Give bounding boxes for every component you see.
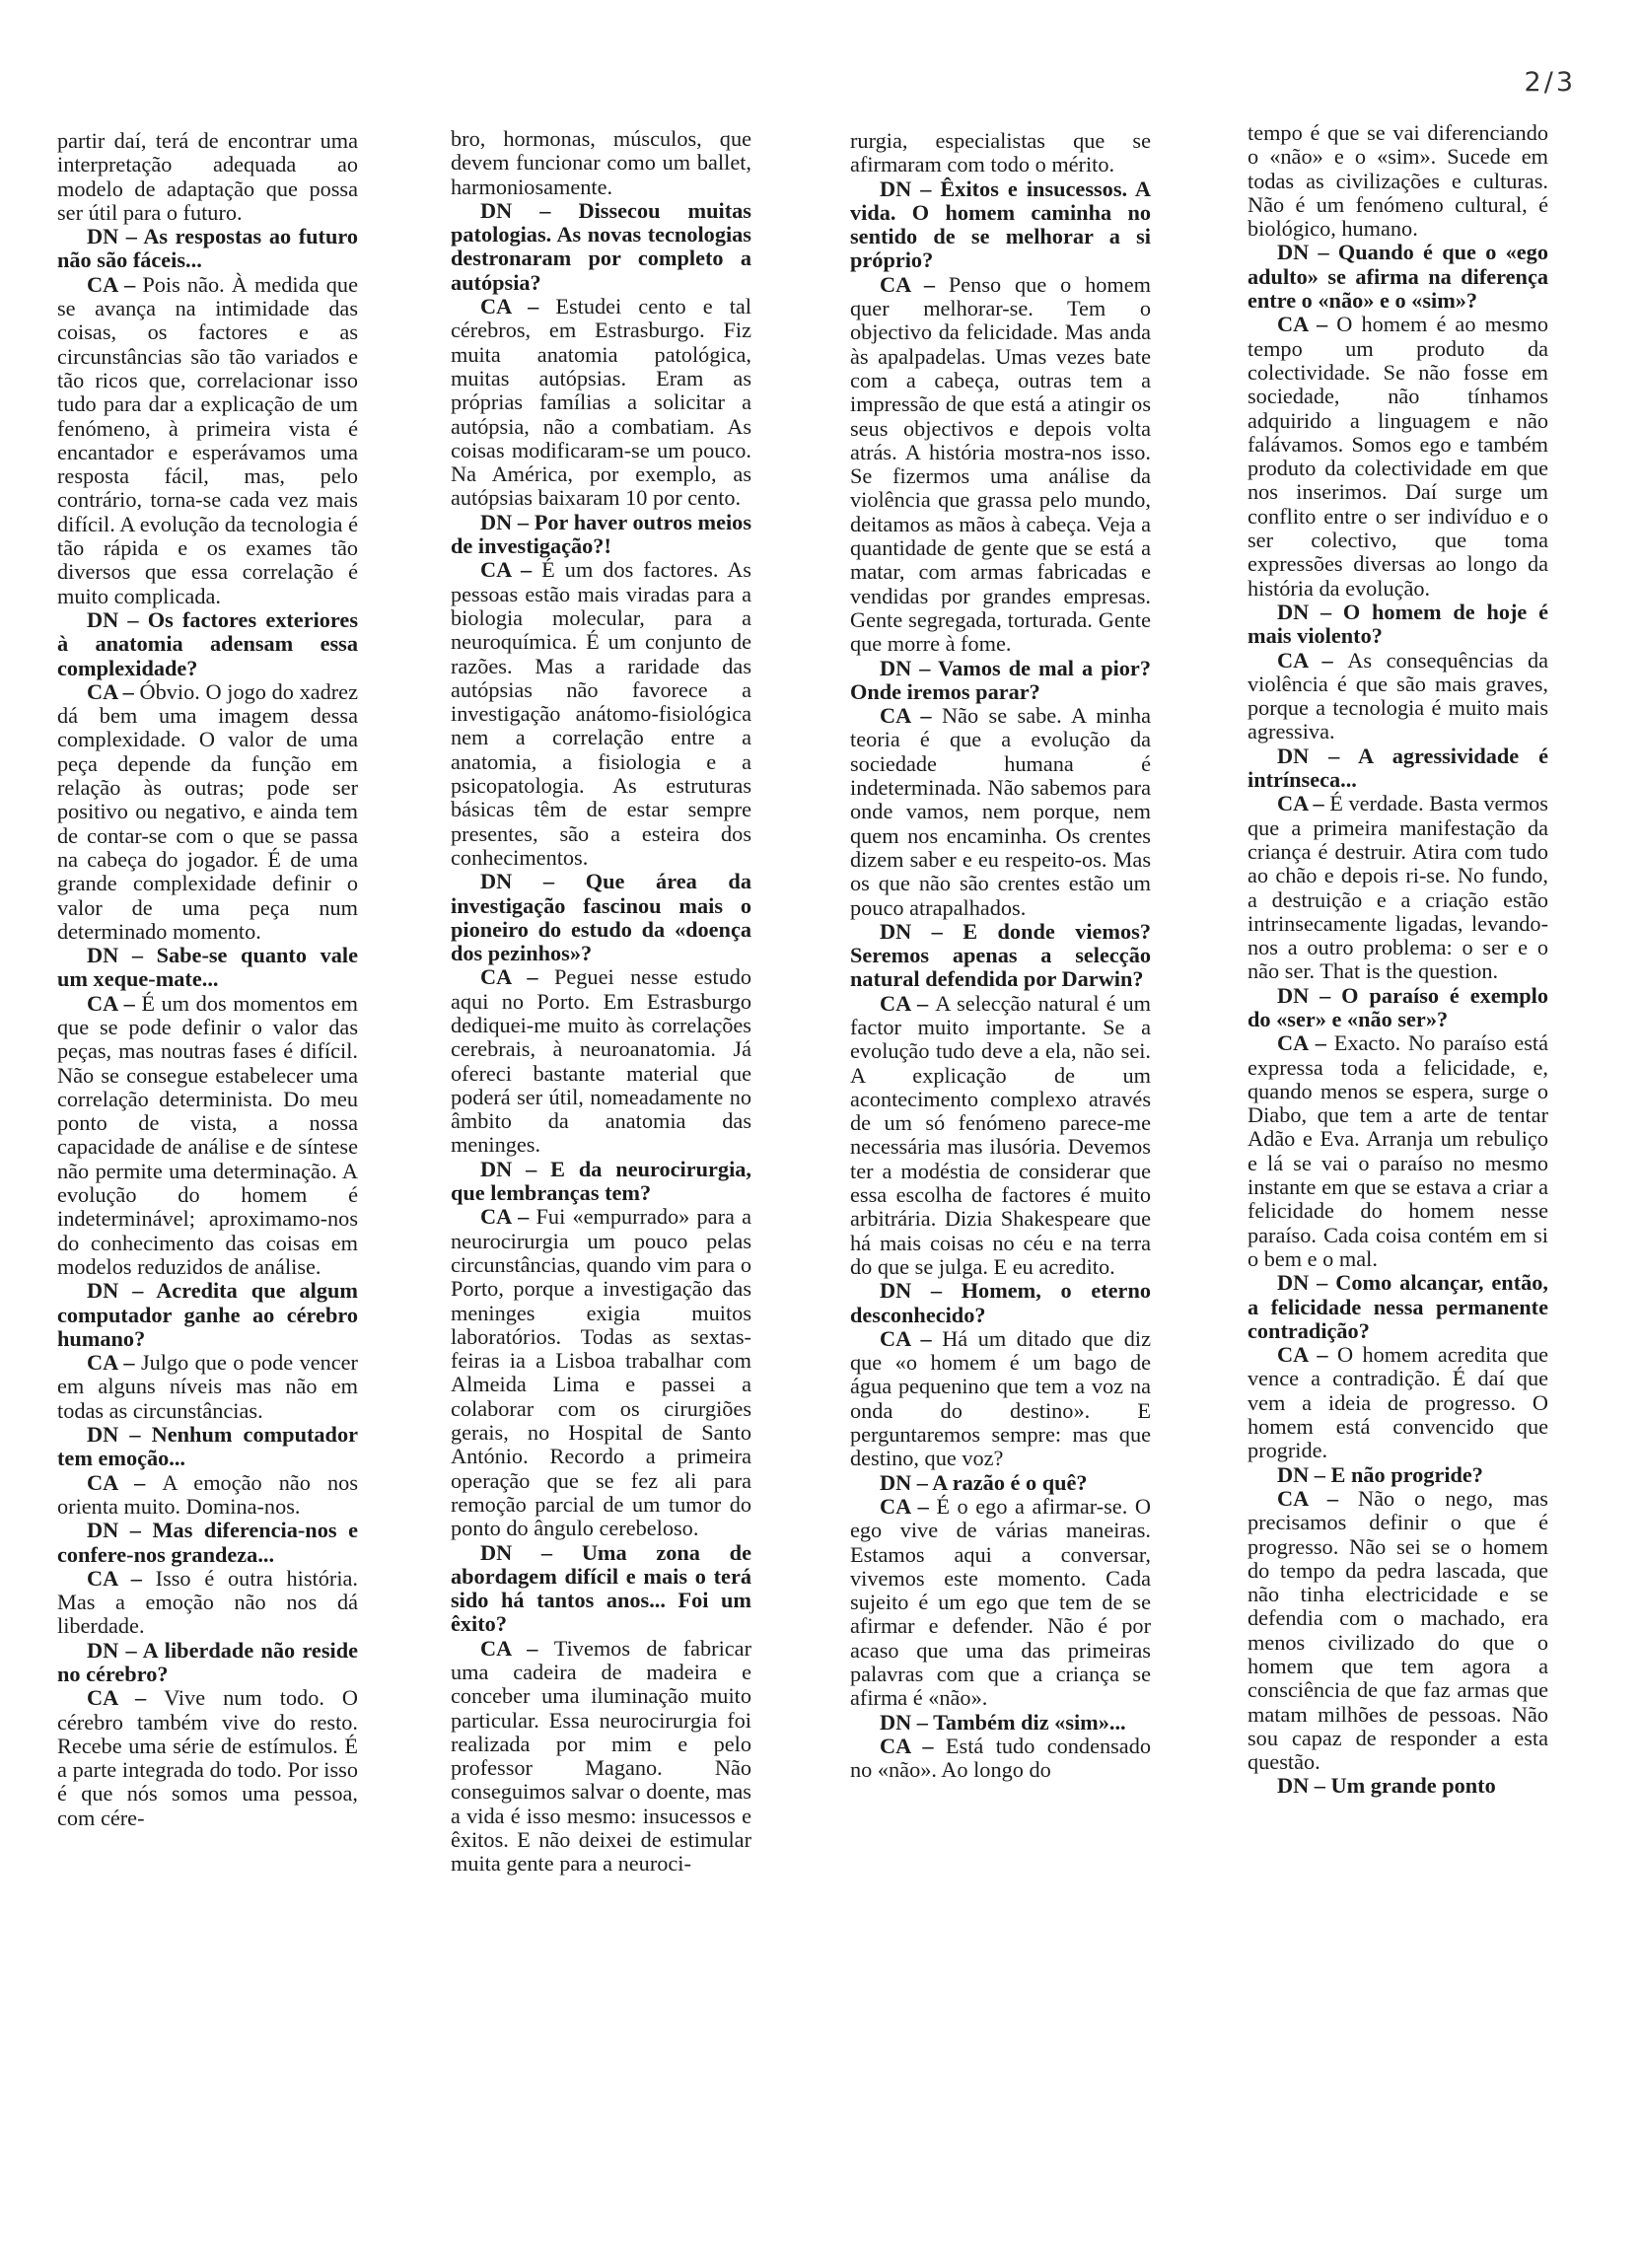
interview-answer xyxy=(57,992,358,1280)
question-text: E da neurocirurgia, que lembranças tem? xyxy=(451,1156,751,1206)
text-column-3 xyxy=(850,129,1151,1782)
interview-question xyxy=(850,177,1151,273)
answer-text: Óbvio. O jogo do xadrez dá bem uma imagem dessa complexidade. O valor de uma peça depende da função em relação às outras; pode ser positivo ou negativo, e ainda tem de contar-se com o que se passa na cabeça do jogador. É de uma grande complexidade definir o valor de uma peça num determinado momento. xyxy=(57,678,358,944)
speaker-label: DN – xyxy=(480,869,586,894)
speaker-label: CA – xyxy=(880,703,942,729)
speaker-label: CA – xyxy=(480,964,554,990)
interview-answer xyxy=(57,1471,358,1520)
page-number: 2/3 xyxy=(1524,67,1576,98)
interview-question xyxy=(57,944,358,992)
speaker-label: DN – xyxy=(87,1422,152,1448)
question-text: Uma zona de abordagem difícil e mais o terá sido há tantos anos... Foi um êxito? xyxy=(451,1539,751,1637)
question-text: Que área da investigação fascinou mais o pioneiro do estudo da «doença dos pezinhos»? xyxy=(451,869,751,966)
answer-text: O homem acredita que vence a contradição. É daí que vem a ideia de progresso. O homem está convencido que progride. xyxy=(1248,1342,1548,1463)
interview-question xyxy=(1248,241,1548,313)
interview-answer xyxy=(850,1495,1151,1711)
speaker-label: CA – xyxy=(880,1493,937,1519)
speaker-label: DN – xyxy=(880,176,941,201)
interview-answer xyxy=(1248,792,1548,983)
speaker-label: CA – xyxy=(880,1733,946,1758)
interview-question xyxy=(850,1279,1151,1327)
speaker-label: CA – xyxy=(87,678,140,704)
speaker-label: CA – xyxy=(1277,647,1348,673)
speaker-label: DN – xyxy=(480,509,535,534)
article-paragraph-continued: tempo é que se vai diferenciando o «não» e o «sim». Sucede em todas as civilizações e culturas. Não é um fenómeno cultural, é biológico, humano. xyxy=(1248,120,1548,242)
speaker-label: DN – xyxy=(87,224,144,249)
speaker-label: DN – xyxy=(1277,982,1342,1008)
interview-answer xyxy=(850,992,1151,1280)
speaker-label: DN – xyxy=(1277,1773,1331,1799)
question-text: Sabe-se quanto vale um xeque-mate... xyxy=(57,943,358,992)
article-paragraph-continued: bro, hormonas, músculos, que devem funcionar como um ballet, harmoniosamente. xyxy=(451,126,751,199)
interview-question xyxy=(57,608,358,680)
answer-text: As consequências da violência é que são mais graves, porque a tecnologia é muito mais agressiva. xyxy=(1248,647,1548,744)
speaker-label: DN – xyxy=(87,1637,143,1663)
interview-question xyxy=(57,1423,358,1471)
question-text: Êxitos e insucessos. A vida. O homem caminha no sentido de se melhorar a si próprio? xyxy=(850,176,1151,273)
interview-question xyxy=(451,870,751,965)
answer-text: Não se sabe. A minha teoria é que a evolução da sociedade humana é indeterminada. Não sabemos para onde vamos, nem porque, nem quem nos encaminha. Os crentes dizem saber e eu respeito-os. Mas os que não são crentes estão um pouco atrapalhados. xyxy=(850,703,1151,920)
answer-text: Pois não. À medida que se avança na intimidade das coisas, os factores e as circunstâncias são tão variados e tão ricos que, correlacionar isso tudo para dar a explicação de um fenómeno, à primeira vista é encantador e esperávamos uma resposta fácil, mas, pelo contrário, torna-se cada vez mais difícil. A evolução da tecnologia é tão rápida e os exames tão diversos que essa correlação é muito complicada. xyxy=(57,271,358,608)
speaker-label: CA – xyxy=(87,990,142,1016)
answer-text: Tivemos de fabricar uma cadeira de madeira e conceber uma iluminação muito particular. Essa neurocirurgia foi realizada por mim e pelo professor Magano. Não conseguimos salvar o doente, mas a vida é isso mesmo: insucessos e êxitos. E não deixei de estimular muita gente para a neuroci- xyxy=(451,1635,751,1877)
question-text: Os factores exteriores à anatomia adensam essa complexidade? xyxy=(57,606,358,680)
question-text: Homem, o eterno desconhecido? xyxy=(850,1278,1151,1327)
speaker-label: DN – xyxy=(880,1278,962,1304)
speaker-label: DN – xyxy=(880,1469,933,1495)
interview-answer xyxy=(451,1637,751,1877)
speaker-label: CA – xyxy=(87,271,143,297)
answer-text: É um dos momentos em que se pode definir o valor das peças, mas noutras fases é difícil. Não se consegue estabelecer uma correlação determinista. Do meu ponto de vista, a nossa capacidade de análise e de síntese não permite uma determinação. A evolução do homem é indeterminável; aproximamo-nos do conhecimento das coisas em modelos reduzidos de análise. xyxy=(57,990,358,1279)
interview-question xyxy=(1248,601,1548,649)
interview-answer xyxy=(1248,1031,1548,1271)
speaker-label: CA – xyxy=(480,1635,554,1661)
question-text: Como alcançar, então, a felicidade nessa permanente contradição? xyxy=(1248,1270,1548,1343)
question-text: Quando é que o «ego adulto» se afirma na diferença entre o «não» e o «sim»? xyxy=(1248,240,1548,314)
speaker-label: CA – xyxy=(880,271,949,297)
speaker-label: DN – xyxy=(87,1518,153,1543)
interview-answer xyxy=(850,273,1151,657)
speaker-label: DN – xyxy=(480,197,579,223)
speaker-label: DN – xyxy=(1277,743,1358,768)
question-text: As respostas ao futuro não são fáceis... xyxy=(57,224,358,273)
interview-answer xyxy=(451,558,751,870)
speaker-label: DN – xyxy=(480,1539,582,1565)
interview-answer xyxy=(850,1735,1151,1783)
interview-question xyxy=(1248,1463,1548,1487)
answer-text: Julgo que o pode vencer em alguns níveis mas não em todas as circunstâncias. xyxy=(57,1350,358,1423)
question-text: O homem de hoje é mais violento? xyxy=(1248,599,1548,649)
answer-text: Isso é outra história. Mas a emoção não nos dá liberdade. xyxy=(57,1565,358,1639)
speaker-label: DN – xyxy=(1277,599,1343,624)
question-text: Por haver outros meios de investigação?! xyxy=(451,509,751,559)
interview-question xyxy=(1248,744,1548,793)
interview-answer xyxy=(451,1205,751,1540)
answer-text: Fui «empurrado» para a neurocirurgia um pouco pelas circunstâncias, quando vim para o Porto, porque a investigação das meninges exigia muitos laboratórios. Todas as sextas-feiras ia a Lisboa trabalhar com Almeida Lima e passei a colaborar com os cirurgiões gerais, no Hospital de Santo António. Recordo a primeira operação que se fez ali para remoção parcial de um tumor do ponto do ângulo cerebeloso. xyxy=(451,1204,751,1541)
text-column-1 xyxy=(57,129,358,1830)
speaker-label: DN – xyxy=(880,1709,934,1735)
answer-text: Está tudo condensado no «não». Ao longo do xyxy=(850,1733,1151,1783)
speaker-label: DN – xyxy=(880,655,939,680)
speaker-label: DN – xyxy=(1277,1270,1336,1296)
speaker-label: DN – xyxy=(1277,240,1338,265)
answer-text: Estudei cento e tal cérebros, em Estrasburgo. Fiz muita anatomia patológica, muitas autópsias. Eram as próprias famílias a solicitar a autópsia, não a combatiam. As coisas modificaram-se um pouco. Na América, por exemplo, as autópsias baixaram 10 por cento. xyxy=(451,294,751,511)
speaker-label: CA – xyxy=(1277,791,1330,816)
question-text: Também diz «sim»... xyxy=(933,1709,1126,1735)
interview-question xyxy=(57,1279,358,1351)
text-column-4 xyxy=(1248,121,1548,1799)
question-text: A agressividade é intrínseca... xyxy=(1248,743,1548,793)
interview-question xyxy=(850,1471,1151,1495)
question-text: Um grande ponto xyxy=(1330,1773,1496,1799)
interview-question xyxy=(57,225,358,273)
interview-question xyxy=(1248,1774,1548,1798)
interview-answer xyxy=(1248,313,1548,601)
question-text: A liberdade não reside no cérebro? xyxy=(57,1637,358,1686)
interview-question xyxy=(451,199,751,295)
answer-text: O homem é ao mesmo tempo um produto da colectividade. Se não fosse em sociedade, não tínhamos adquirido a linguagem e não falávamos. Somos ego e também produto da colectividade em que nos inserimos. Daí surge um conflito entre o ser indivíduo e o ser colectivo, que toma expressões diversas ao longo da história da evolução. xyxy=(1248,312,1548,601)
interview-question xyxy=(451,511,751,559)
interview-answer xyxy=(850,1327,1151,1471)
speaker-label: DN – xyxy=(480,1156,551,1181)
speaker-label: CA – xyxy=(87,1565,156,1591)
speaker-label: CA – xyxy=(1277,1485,1359,1511)
question-text: Nenhum computador tem emoção... xyxy=(57,1422,358,1471)
interview-answer xyxy=(57,273,358,608)
speaker-label: CA – xyxy=(87,1350,141,1376)
speaker-label: DN – xyxy=(87,1278,157,1304)
speaker-label: DN – xyxy=(87,943,157,968)
speaker-label: CA – xyxy=(480,557,542,583)
answer-text: Não o nego, mas precisamos definir o que é progresso. Não sei se o homem do tempo da pedra lascada, que não tinha electricidade e se defendia com o machado, era menos civilizado do que o homem que tem agora a consciência de que faz armas que matam milhões de pessoas. Não sou capaz de responder a esta questão. xyxy=(1248,1485,1548,1775)
question-text: A razão é o quê? xyxy=(932,1469,1088,1495)
article-paragraph-continued: partir daí, terá de encontrar uma interpretação adequada ao modelo de adaptação que possa ser útil para o futuro. xyxy=(57,128,358,225)
speaker-label: CA – xyxy=(480,1204,536,1230)
interview-answer xyxy=(451,295,751,511)
question-text: Vamos de mal a pior? Onde iremos parar? xyxy=(850,655,1151,704)
answer-text: É um dos factores. As pessoas estão mais viradas para a biologia molecular, para a neuroquímica. É um conjunto de razões. Mas a raridade das autópsias não favorece a investigação anátomo-fisiológica nem a correlação entre a anatomia, a fisiologia e a psicopatologia. As estruturas básicas têm de estar sempre presentes, são a esteira dos conhecimentos. xyxy=(451,557,751,870)
speaker-label: CA – xyxy=(87,1469,163,1495)
article-paragraph-continued: rurgia, especialistas que se afirmaram com todo o mérito. xyxy=(850,128,1151,177)
speaker-label: DN – xyxy=(1277,1461,1331,1487)
interview-answer xyxy=(57,1567,358,1639)
interview-answer xyxy=(850,704,1151,920)
speaker-label: CA – xyxy=(880,990,936,1016)
answer-text: A emoção não nos orienta muito. Domina-nos. xyxy=(57,1469,358,1519)
interview-answer xyxy=(1248,649,1548,744)
question-text: Acredita que algum computador ganhe ao cérebro humano? xyxy=(57,1278,358,1351)
question-text: Dissecou muitas patologias. As novas tecnologias destronaram por completo a autópsia? xyxy=(451,197,751,295)
text-column-2 xyxy=(451,127,751,1877)
interview-question xyxy=(850,920,1151,992)
interview-question xyxy=(57,1639,358,1687)
speaker-label: CA – xyxy=(87,1685,165,1711)
interview-question xyxy=(451,1158,751,1206)
answer-text: Há um ditado que diz que «o homem é um bago de água pequenino que tem a voz na onda do destino». E perguntaremos sempre: mas que destino, que voz? xyxy=(850,1325,1151,1471)
speaker-label: CA – xyxy=(880,1325,943,1351)
interview-question xyxy=(451,1541,751,1637)
interview-answer xyxy=(57,680,358,944)
speaker-label: CA – xyxy=(480,294,556,319)
answer-text: Peguei nesse estudo aqui no Porto. Em Estrasburgo dediquei-me muito às correlações cerebrais, à neuroanatomia. Já ofereci bastante material que poderá ser útil, nomeadamente no âmbito da anatomia das meninges. xyxy=(451,964,751,1158)
speaker-label: CA – xyxy=(1277,1342,1337,1368)
speaker-label: DN – xyxy=(87,606,148,632)
question-text: Mas diferencia-nos e confere-nos grandeza... xyxy=(57,1518,358,1567)
interview-question xyxy=(850,657,1151,705)
interview-question xyxy=(57,1519,358,1567)
speaker-label: CA – xyxy=(1277,1030,1334,1056)
question-text: E não progride? xyxy=(1330,1461,1483,1487)
interview-answer xyxy=(1248,1343,1548,1462)
interview-question xyxy=(850,1711,1151,1735)
interview-answer xyxy=(57,1351,358,1423)
interview-question xyxy=(1248,1271,1548,1343)
question-text: O paraíso é exemplo do «ser» e «não ser»? xyxy=(1248,982,1548,1031)
speaker-label: DN – xyxy=(880,918,963,944)
answer-text: Vive num todo. O cérebro também vive do resto. Recebe uma série de estímulos. É a parte integrada do todo. Por isso é que nós somos uma pessoa, com cére- xyxy=(57,1685,358,1830)
answer-text: A selecção natural é um factor muito importante. Se a evolução tudo deve a ela, não sei. A explicação de um acontecimento complexo através de um só fenómeno parece-me necessária mas ilusória. Devemos ter a modéstia de considerar que essa escolha de factores é muito arbitrária. Dizia Shakespeare que há mais coisas no céu e na terra do que se julga. E eu acredito. xyxy=(850,990,1151,1279)
interview-question xyxy=(1248,984,1548,1032)
answer-text: É o ego a afirmar-se. O ego vive de várias maneiras. Estamos aqui a conversar, vivemos este momento. Cada sujeito é um ego que tem de se afirmar e defender. Não é por acaso que uma das primeiras palavras com que a criança se afirma é «não». xyxy=(850,1493,1151,1711)
answer-text: É verdade. Basta vermos que a primeira manifestação da criança é destruir. Atira com tudo ao chão e depois ri-se. No fundo, a destruição e a criação estão intrinsecamente ligadas, levando-nos a outro problema: o ser e o não ser. That is the question. xyxy=(1248,791,1548,984)
speaker-label: CA – xyxy=(1277,312,1337,337)
interview-answer xyxy=(451,965,751,1157)
answer-text: Exacto. No paraíso está expressa toda a felicidade, e, quando menos se espera, surge o Diabo, que tem a arte de tentar Adão e Eva. Arranja um rebuliço e lá se vai o paraíso no mesmo instante em que se estava a criar a felicidade do homem nesse paraíso. Cada coisa contém em si o bem e o mal. xyxy=(1248,1030,1548,1271)
question-text: E donde viemos? Seremos apenas a selecção natural defendida por Darwin? xyxy=(850,918,1151,992)
interview-answer xyxy=(1248,1487,1548,1775)
interview-answer xyxy=(57,1686,358,1830)
answer-text: Penso que o homem quer melhorar-se. Tem o objectivo da felicidade. Mas anda às apalpadelas. Umas vezes bate com a cabeça, outras tem a impressão de que está a atingir os seus objectivos e depois volta atrás. A história mostra-nos isso. Se fizermos uma análise da violência que grassa pelo mundo, deitamos as mãos à cabeça. Veja a quantidade de gente que se está a matar, com armas fabricadas e vendidas por grandes empresas. Gente segregada, torturada. Gente que morre à fome. xyxy=(850,271,1151,657)
